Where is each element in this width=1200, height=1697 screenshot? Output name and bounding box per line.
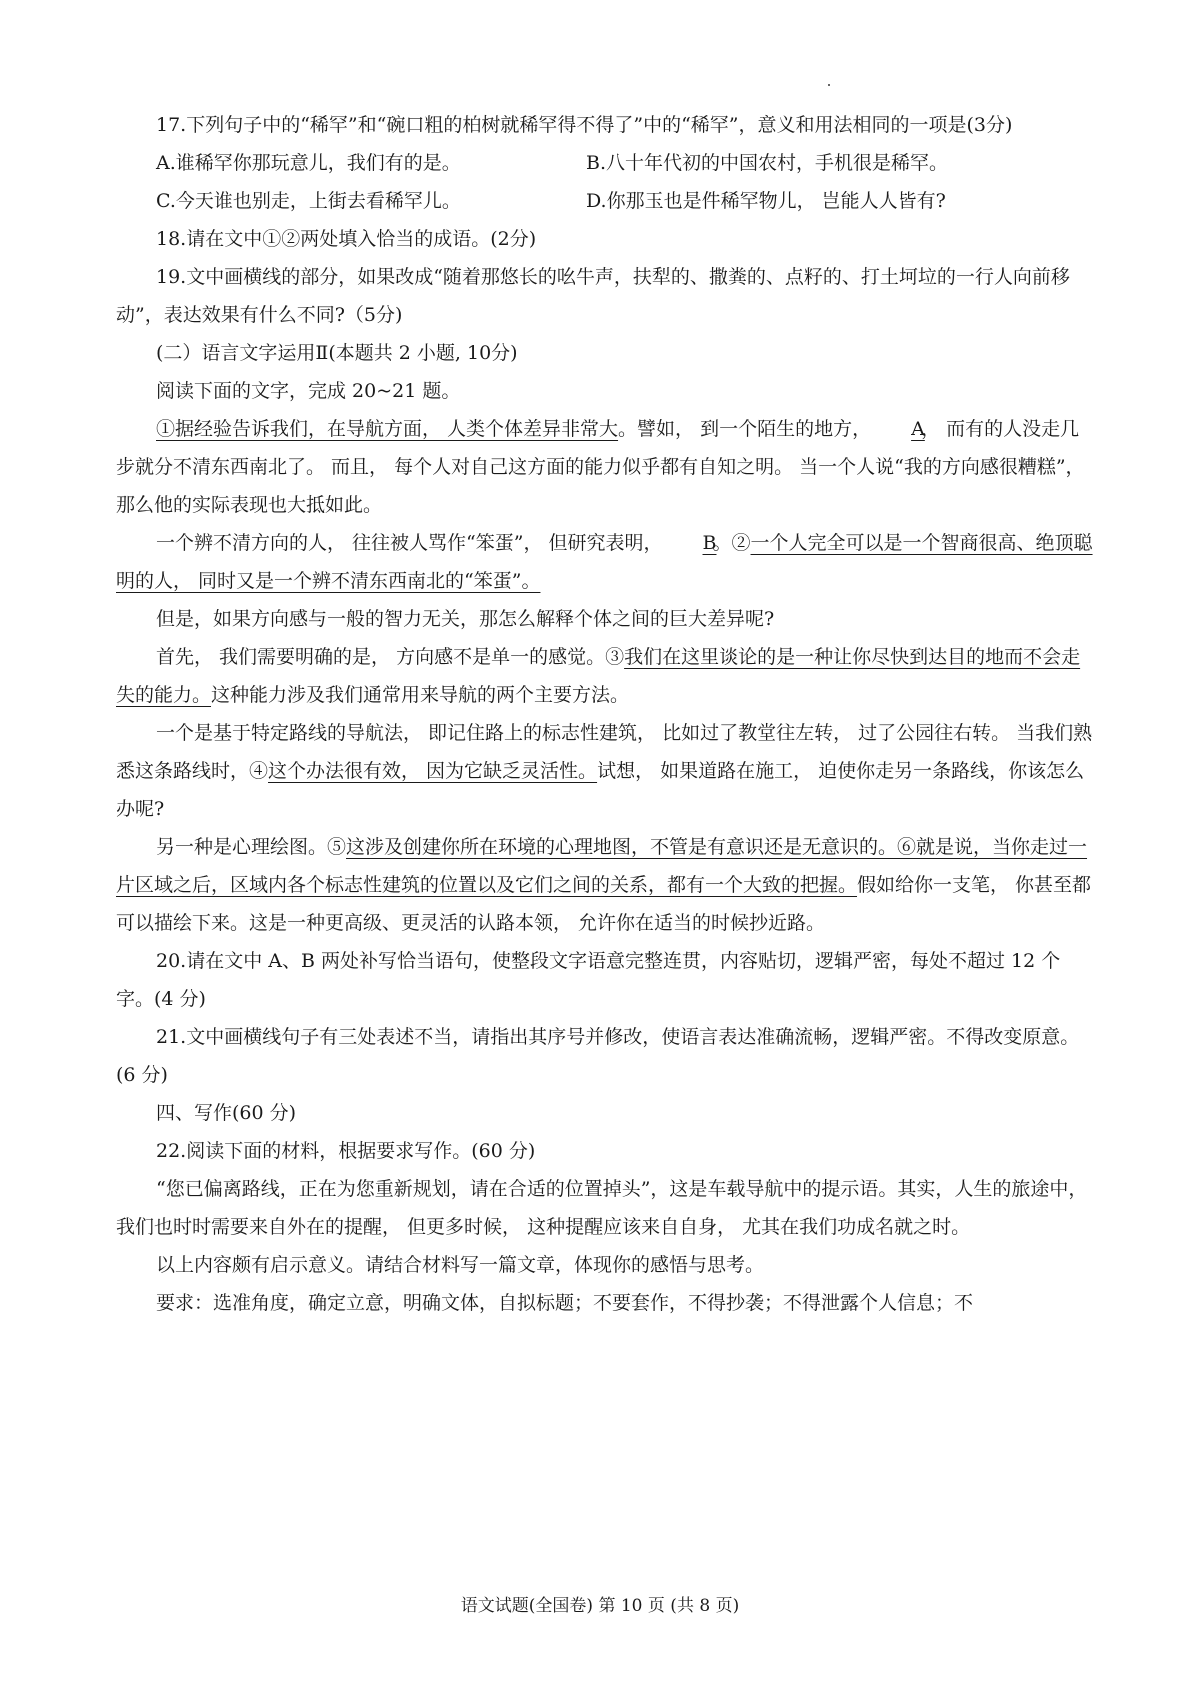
paragraph-text: 一个辨不清方向的人， 往往被人骂作“笨蛋”， 但研究表明，	[156, 532, 663, 554]
passage-paragraph-1	[116, 410, 1094, 524]
underlined-sentence-4: 这个办法很有效， 因为它缺乏灵活性。	[268, 760, 598, 782]
scan-speck	[828, 84, 830, 86]
question-19: 19.文中画横线的部分，如果改成“随着那悠长的吆牛声，扶犁的、撒粪的、点籽的、打土坷垃的一行人向前移动”，表达效果有什么不同?（5分)	[116, 266, 1070, 326]
passage-paragraph-4	[116, 638, 1094, 714]
passage-paragraph-2	[116, 524, 1094, 600]
underlined-sentence-2: 一个人完全可以是一个智商很高、绝顶聪明的人， 同时又是一个辨不清东西南北的“笨蛋”。	[116, 532, 1093, 592]
paragraph-text: 首先， 我们需要明确的是， 方向感不是单一的感觉。③	[156, 646, 625, 668]
underlined-sentence-3: 我们在这里谈论的是一种让你尽快到达目的地而不会走失的能力。	[116, 646, 1081, 706]
underlined-sentence-5-6: 这涉及创建你所在环境的心理地图，不管是有意识还是无意识的。⑥就是说，当你走过一片区域之后，区域内各个标志性建筑的位置以及它们之间的关系，都有一个大致的把握。	[116, 836, 1088, 896]
option-a: A.谁稀罕你那玩意儿，我们有的是。	[156, 152, 461, 174]
question-22: 22.阅读下面的材料，根据要求写作。(60 分)	[156, 1140, 536, 1162]
question-17: 17.下列句子中的“稀罕”和“碗口粗的柏树就稀罕得不得了”中的“稀罕”，意义和用法相同的一项是(3分)	[156, 114, 1013, 136]
option-c: C.今天谁也别走，上街去看稀罕儿。	[156, 190, 461, 212]
page-content	[116, 106, 1094, 1322]
question-21: 21.文中画横线句子有三处表述不当，请指出其序号并修改，使语言表达准确流畅，逻辑严密。不得改变原意。(6 分)	[116, 1026, 1080, 1086]
passage-paragraph-6	[116, 828, 1094, 942]
paragraph-text: 。②	[712, 532, 751, 554]
question-17-options-row-1	[156, 144, 1094, 182]
paragraph-text: 假如给你一支笔， 你甚至都可以描绘下来。这是一种更高级、更灵活的认路本领， 允许你在适当的时候抄近路。	[116, 874, 1092, 934]
paragraph-text: 另一种是心理绘图。⑤	[156, 836, 347, 858]
paragraph-text: 这种能力涉及我们通常用来导航的两个主要方法。	[211, 684, 630, 706]
question-20: 20.请在文中 A、B 两处补写恰当语句，使整段文字语意完整连贯，内容贴切，逻辑严密，每处不超过 12 个字。(4 分)	[116, 950, 1061, 1010]
passage-paragraph-5	[116, 714, 1094, 828]
section-2-heading: (二）语言文字运用Ⅱ(本题共 2 小题, 10分)	[156, 342, 518, 364]
option-b: B.八十年代初的中国农村，手机很是稀罕。	[586, 152, 949, 174]
blank-a: A	[911, 418, 925, 440]
writing-material: “您已偏离路线，正在为您重新规划，请在合适的位置掉头”，这是车载导航中的提示语。其实，人生的旅途中， 我们也时时需要来自外在的提醒， 但更多时候， 这种提醒应该来自自身， 尤其在我们功成名就之时。	[116, 1178, 1088, 1238]
question-18: 18.请在文中①②两处填入恰当的成语。(2分)	[156, 228, 537, 250]
passage-paragraph-3: 但是，如果方向感与一般的智力无关，那怎么解释个体之间的巨大差异呢?	[156, 608, 775, 630]
option-d: D.你那玉也是件稀罕物儿， 岂能人人皆有?	[586, 190, 946, 212]
blank-b: B	[702, 532, 717, 554]
question-17-options-row-2	[156, 182, 1094, 220]
underlined-sentence-1: ①据经验告诉我们，在导航方面， 人类个体差异非常大	[156, 418, 619, 440]
paragraph-text: 。譬如， 到一个陌生的地方，	[618, 418, 872, 440]
writing-prompt: 以上内容颇有启示意义。请结合材料写一篇文章，体现你的感悟与思考。	[156, 1254, 765, 1276]
paragraph-text: 试想， 如果道路在施工， 迫使你走另一条路线，你该怎么办呢?	[116, 760, 1085, 820]
page-footer: 语文试题(全国卷) 第 10 页 (共 8 页)	[460, 1596, 740, 1616]
section-4-heading: 四、写作(60 分)	[156, 1102, 297, 1124]
paragraph-text: ， 而有的人没走几步就分不清东西南北了。 而且， 每个人对自己这方面的能力似乎都有自知之明。 当一个人说“我的方向感很糟糕”，那么他的实际表现也大抵如此。	[116, 418, 1085, 516]
reading-instruction: 阅读下面的文字，完成 20~21 题。	[156, 380, 461, 402]
paragraph-text: 一个是基于特定路线的导航法， 即记住路上的标志性建筑， 比如过了教堂往左转， 过了公园往右转。 当我们熟悉这条路线时，④	[116, 722, 1093, 782]
writing-requirements: 要求：选准角度，确定立意，明确文体，自拟标题；不要套作，不得抄袭；不得泄露个人信息；不	[156, 1292, 974, 1314]
